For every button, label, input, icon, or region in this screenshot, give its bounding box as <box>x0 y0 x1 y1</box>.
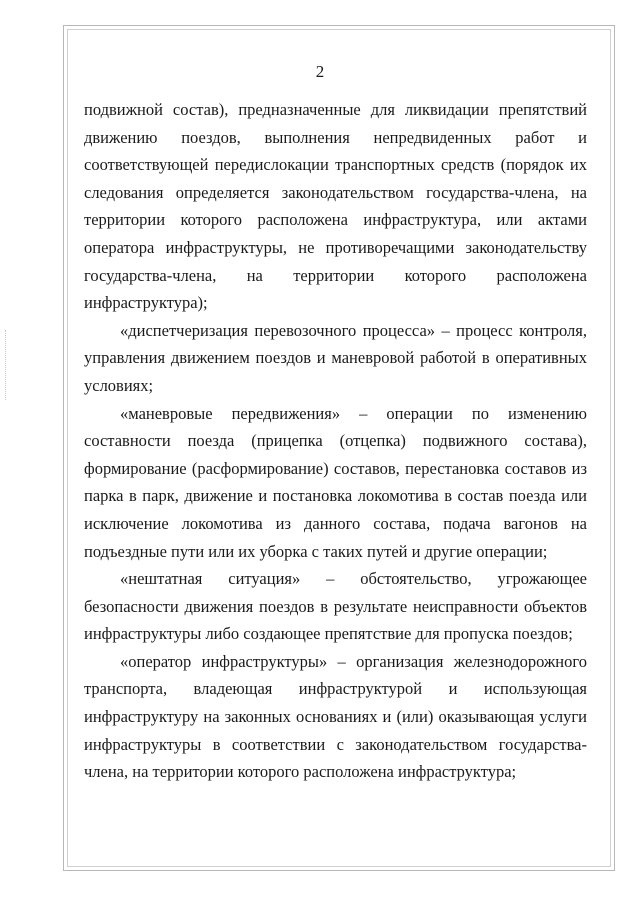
paragraph-definition-infrastructure-operator: «оператор инфраструктуры» – организация железнодорожного транспорта, владеющая инфраструктурой и использующая инфраструктуру на законных основаниях и (или) оказывающая услуги инфраструктуры в соответствии с законодательством государства-члена, на территории которого расположена инфраструктура; <box>84 651 587 782</box>
paragraph-definition-shunting: «маневровые передвижения» – операции по изменению составности поезда (прицепка (отцепка) подвижного состава), формирование (расформирование) составов, перестановка составов из парка в парк, движение и постановка локомотива в состав поезда или исключение локомотива из данного состава, подача вагонов на подъездные пути или их уборка с таких путей и другие операции; <box>84 403 587 561</box>
paragraph-definition-emergency: «нештатная ситуация» – обстоятельство, угрожающее безопасности движения поездов в результате неисправности объектов инфраструктуры либо создающее препятствие для пропуска поездов; <box>84 569 587 644</box>
document-body <box>84 96 587 786</box>
paragraph-continuation: подвижной состав), предназначенные для ликвидации препятствий движению поездов, выполнения непредвиденных работ и соответствующей передислокации транспортных средств (порядок их следования определяется законодательством государства-члена, на территории которого расположена инфраструктура, или актами оператора инфраструктуры, не противоречащими законодательству государства-члена, на территории которого расположена инфраструктура); <box>84 100 587 313</box>
scan-margin-artifact <box>5 330 8 400</box>
page-number: 2 <box>315 62 325 81</box>
paragraph-definition-dispatching: «диспетчеризация перевозочного процесса» – процесс контроля, управления движением поездов и маневровой работой в оперативных условиях; <box>84 320 587 395</box>
